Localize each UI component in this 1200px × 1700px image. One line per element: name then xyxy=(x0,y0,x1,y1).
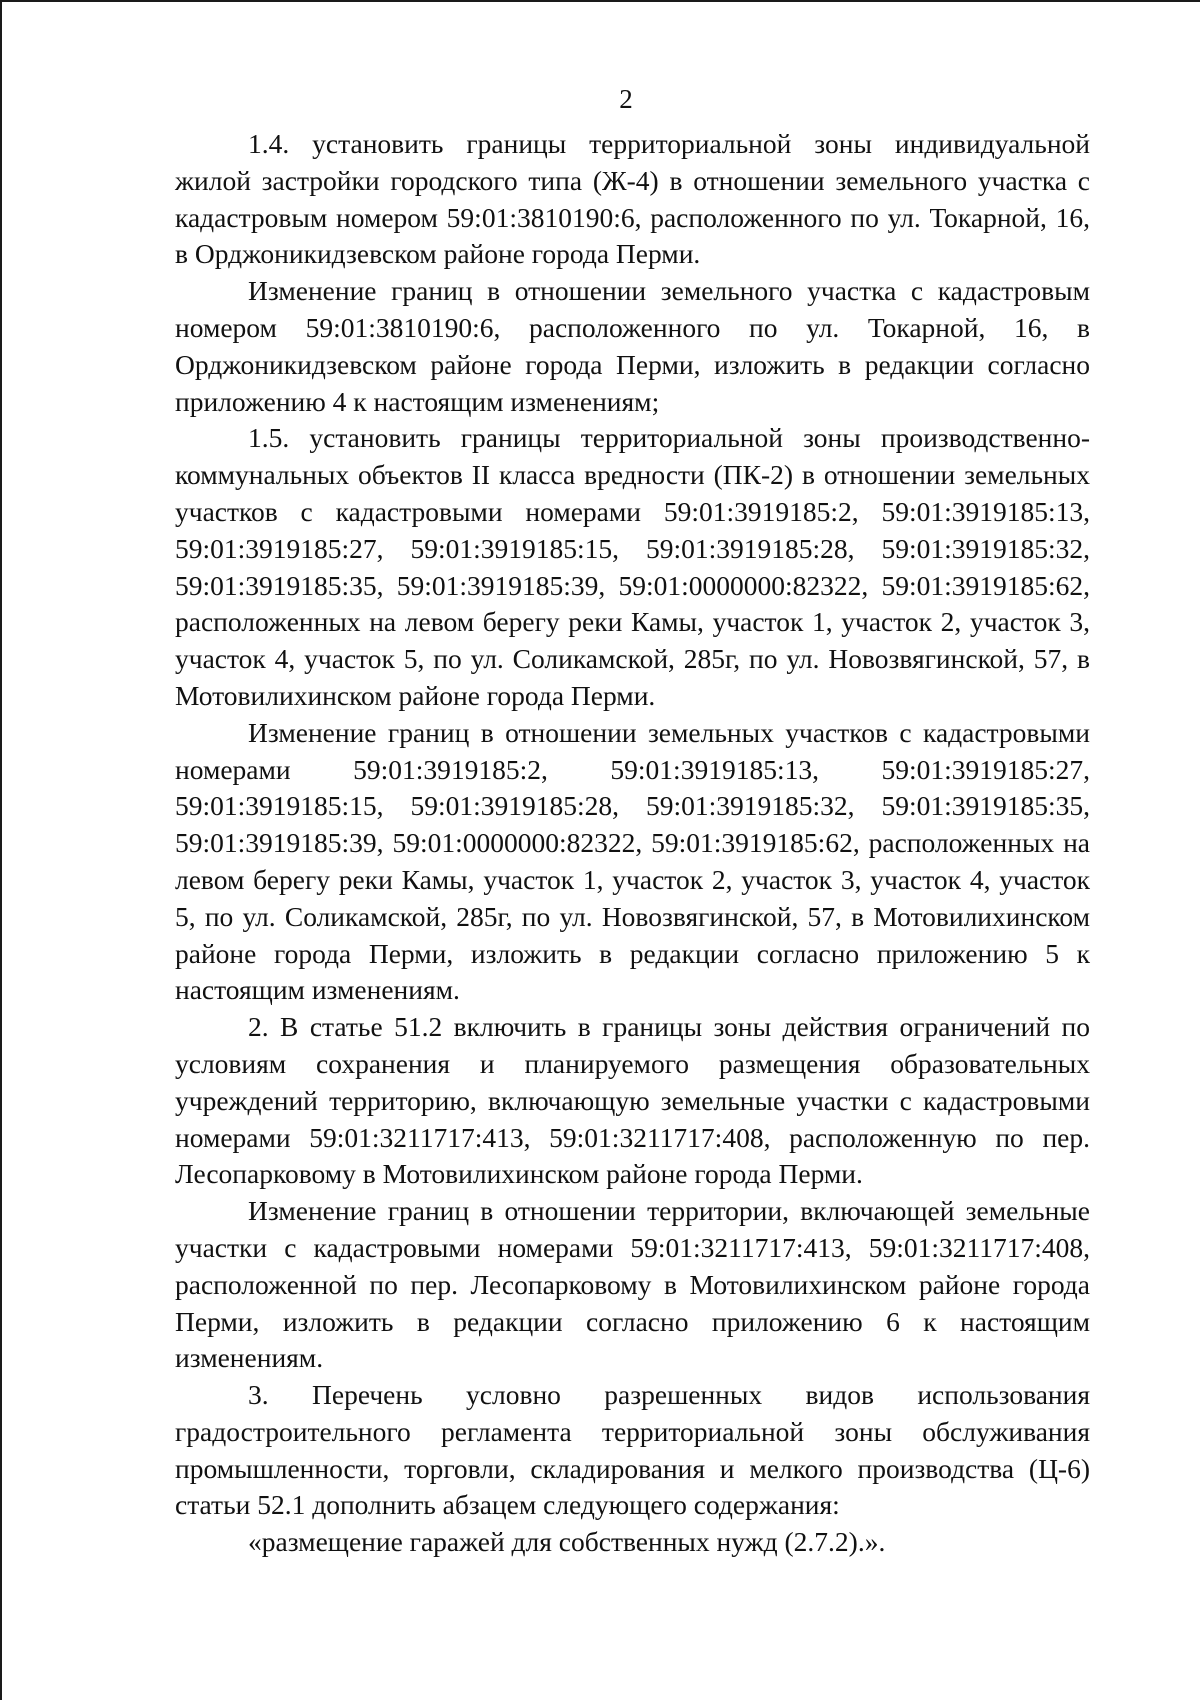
paragraph-1-5: 1.5. установить границы территориальной зоны производственно-коммунальных объектов II класса вредности (ПК-2) в отношении земельных участков с кадастровыми номерами 59:01:3919185:2, 59:01:3919185:13, 59:01:3919185:27, 59:01:3919185:15, 59:01:3919185:28, 59:01:3919185:32, 59:01:3919185:35, 59:01:3919185:39, 59:01:0000000:82322, 59:01:3919185:62, расположенных на левом берегу реки Камы, участок 1, участок 2, участок 3, участок 4, участок 5, по ул. Соликамской, 285г, по ул. Новозвягинской, 57, в Мотовилихинском районе города Перми. xyxy=(175,422,1090,711)
page-number: 2 xyxy=(619,84,633,114)
paragraph-3: 3. Перечень условно разрешенных видов использования градостроительного регламента территориальной зоны обслуживания промышленности, торговли, складирования и мелкого производства (Ц-6) статьи 52.1 дополнить абзацем следующего содержания: xyxy=(175,1379,1090,1521)
paragraph-1-4: 1.4. установить границы территориальной зоны индивидуальной жилой застройки городского типа (Ж-4) в отношении земельного участка с кадастровым номером 59:01:3810190:6, расположенного по ул. Токарной, 16, в Орджоникидзевском районе города Перми. xyxy=(175,128,1090,270)
document-body xyxy=(175,126,1090,1561)
paragraph-2-boundary-change: Изменение границ в отношении территории, включающей земельные участки с кадастровыми номерами 59:01:3211717:413, 59:01:3211717:408, расположенной по пер. Лесопарковому в Мотовилихинском районе города Перми, изложить в редакции согласно приложению 6 к настоящим изменениям. xyxy=(175,1195,1090,1374)
paragraph-1-5-boundary-change: Изменение границ в отношении земельных участков с кадастровыми номерами 59:01:3919185:2, 59:01:3919185:13, 59:01:3919185:27, 59:01:3919185:15, 59:01:3919185:28, 59:01:3919185:32, 59:01:3919185:35, 59:01:3919185:39, 59:01:0000000:82322, 59:01:3919185:62, расположенных на левом берегу реки Камы, участок 1, участок 2, участок 3, участок 4, участок 5, по ул. Соликамской, 285г, по ул. Новозвягинской, 57, в Мотовилихинском районе города Перми, изложить в редакции согласно приложению 5 к настоящим изменениям. xyxy=(175,716,1090,1006)
paragraph-1-4-boundary-change: Изменение границ в отношении земельного участка с кадастровым номером 59:01:3810190:6, расположенного по ул. Токарной, 16, в Орджоникидзевском районе города Перми, изложить в редакции согласно приложению 4 к настоящим изменениям; xyxy=(175,275,1090,417)
paragraph-3-quote: «размещение гаражей для собственных нужд (2.7.2).». xyxy=(248,1526,886,1558)
paragraph-2: 2. В статье 51.2 включить в границы зоны действия ограничений по условиям сохранения и планируемого размещения образовательных учреждений территорию, включающую земельные участки с кадастровыми номерами 59:01:3211717:413, 59:01:3211717:408, расположенную по пер. Лесопарковому в Мотовилихинском районе города Перми. xyxy=(175,1011,1090,1190)
